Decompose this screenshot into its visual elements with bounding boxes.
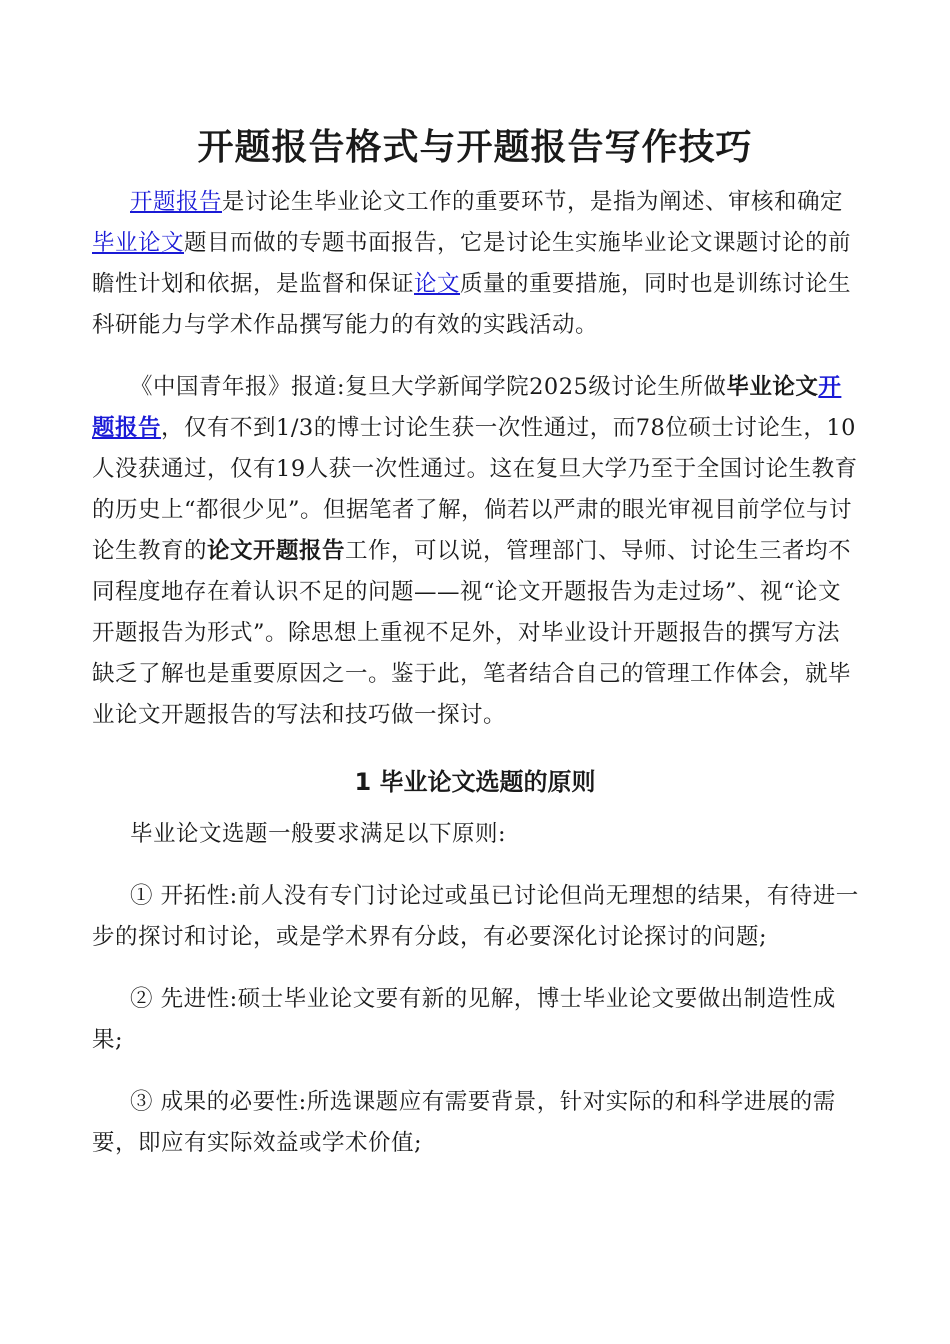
bold-lunwen-kaiti-baogao: 论文开题报告: [207, 538, 346, 564]
document-title: 开题报告格式与开题报告写作技巧: [197, 127, 753, 168]
bold-biye-lunwen: 毕业论文: [726, 374, 819, 400]
report-paragraph: [92, 367, 862, 736]
principle-2: ② 先进性:硕士毕业论文要有新的见解，博士毕业论文要做出制造性成果;: [92, 986, 836, 1053]
report-text-2: ，仅有不到1/3的博士讨论生获一次性通过，而78位硕士讨论生，10人没获通过，仅有19人获一次性通过。这在复旦大学乃至于全国讨论生教育的历史上“都很少见”。但据笔者了解，倘若以严肃的眼光审视目前学位与讨论生教育的: [92, 415, 858, 564]
intro-text-1: 是讨论生毕业论文工作的重要环节，是指为阐述、审核和确定: [222, 189, 844, 215]
report-text-3: 工作，可以说，管理部门、导师、讨论生三者均不同程度地存在着认识不足的问题——视“论文开题报告为走过场”、视“论文开题报告为形式”。除思想上重视不足外，对毕业设计开题报告的撰写方法缺乏了解也是重要原因之一。鉴于此，笔者结合自己的管理工作体会，就毕业论文开题报告的写法和技巧做一探讨。: [92, 538, 852, 728]
link-biye-lunwen[interactable]: 毕业论文: [92, 230, 185, 256]
link-kaiti-baogao[interactable]: 开题报告: [130, 189, 223, 215]
intro-text-3: 质量的重要措施，同时也是训练讨论生科研能力与学术作品撰写能力的有效的实践活动。: [92, 271, 852, 338]
principle-1: ① 开拓性:前人没有专门讨论过或虽已讨论但尚无理想的结果，有待进一步的探讨和讨论，或是学术界有分歧，有必要深化讨论探讨的问题;: [92, 883, 859, 950]
principles-intro: 毕业论文选题一般要求满足以下原则:: [130, 821, 507, 847]
section-heading: 1 毕业论文选题的原则: [354, 768, 596, 796]
intro-text-2: 题目而做的专题书面报告，它是讨论生实施毕业论文课题讨论的前瞻性计划和依据，是监督和保证: [92, 230, 852, 297]
principle-3: ③ 成果的必要性:所选课题应有需要背景，针对实际的和科学进展的需要，即应有实际效益或学术价值;: [92, 1089, 836, 1156]
intro-paragraph: [92, 182, 862, 346]
link-lunwen[interactable]: 论文: [414, 271, 461, 297]
report-text-1: 《中国青年报》报道:复旦大学新闻学院2025级讨论生所做: [130, 374, 727, 400]
link-kaiti-baogao-bold[interactable]: 开题报告: [92, 374, 842, 441]
